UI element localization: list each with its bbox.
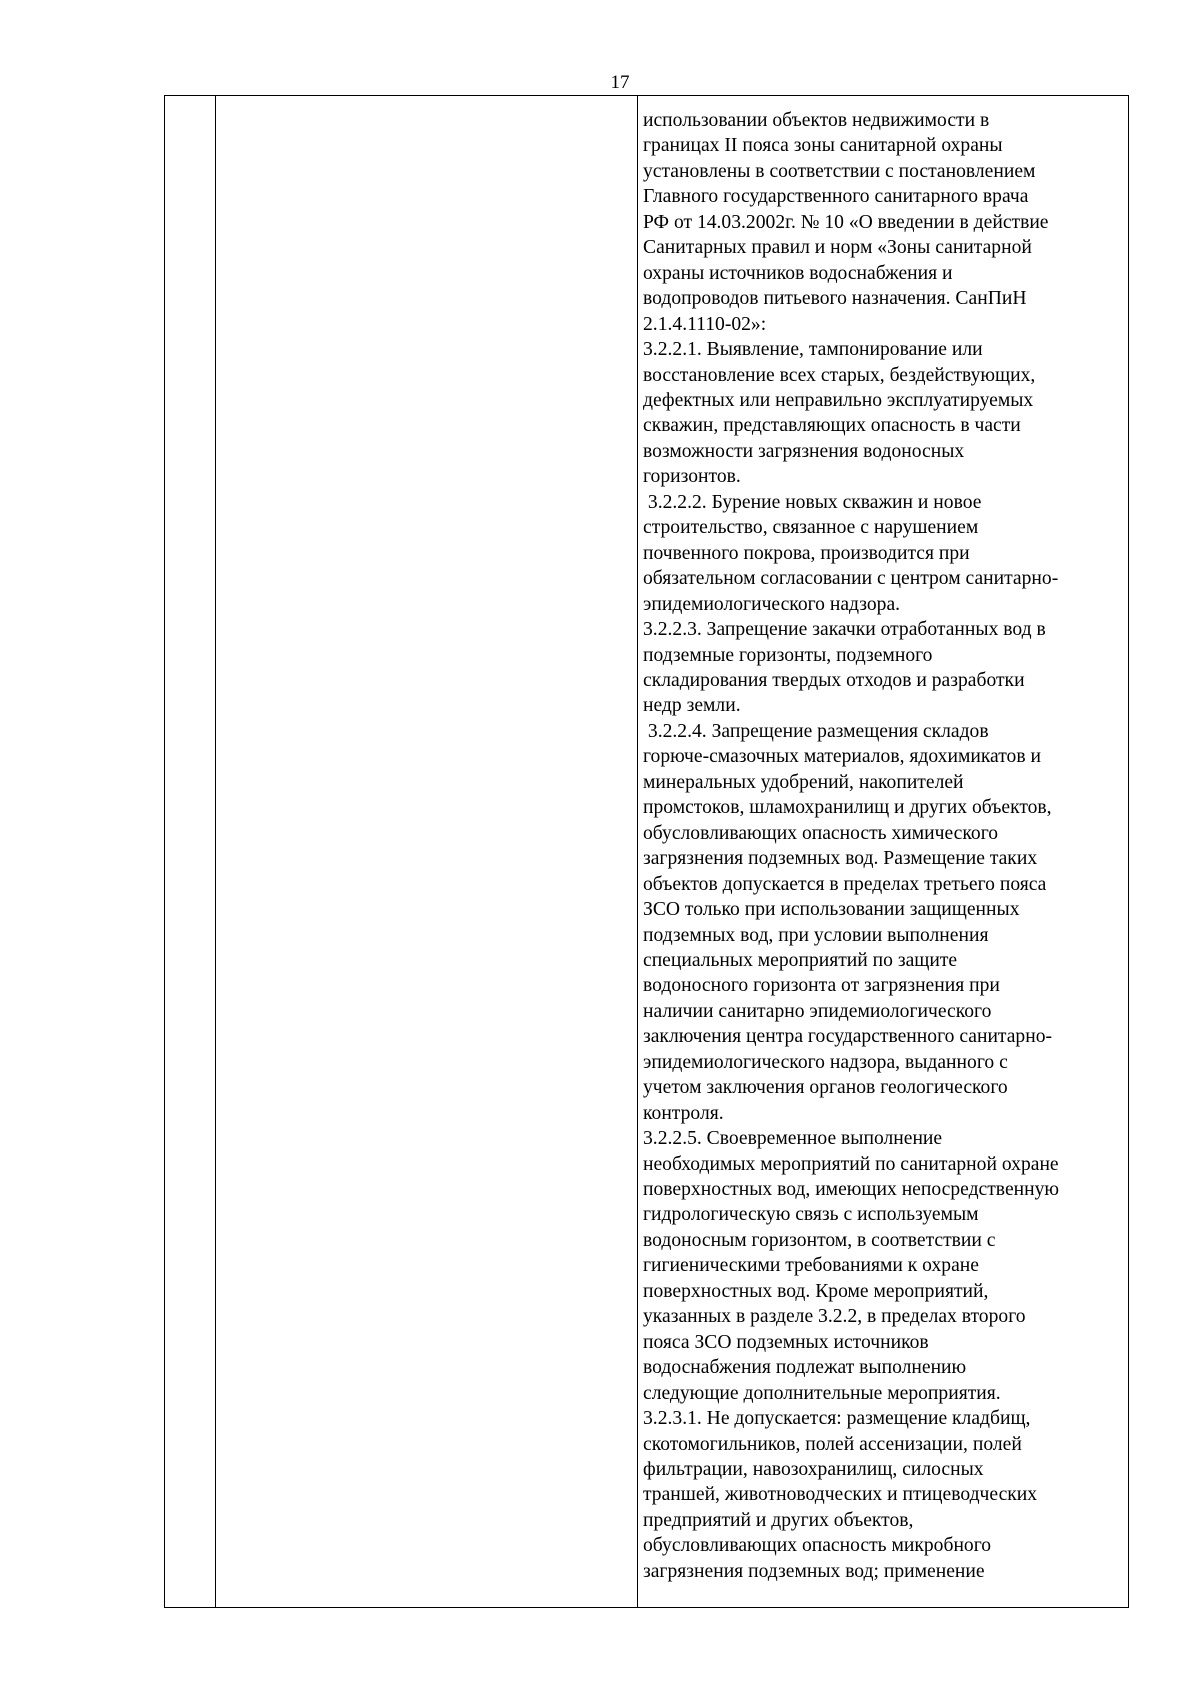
text-line: следующие дополнительные мероприятия. [643,1382,1001,1404]
text-line: границах II пояса зоны санитарной охраны [643,135,1003,157]
text-line: складирования твердых отходов и разработки [643,669,1025,691]
text-line: восстановление всех старых, бездействующих, [643,364,1036,386]
text-line: дефектных или неправильно эксплуатируемых [643,389,1034,411]
text-line: строительство, связанное с нарушением [643,517,979,539]
text-line: использовании объектов недвижимости в [643,110,990,131]
text-line: 3.2.3.1. Не допускается: размещение кладбищ, [643,1408,1031,1430]
table-cell-description [216,96,638,1608]
text-line: эпидемиологического надзора. [643,593,901,615]
page-number: 17 [610,72,630,93]
text-line: возможности загрязнения водоносных [643,440,965,462]
text-line: 2.1.4.1110-02»: [643,313,767,335]
text-line: подземные горизонты, подземного [643,644,933,666]
text-line: Главного государственного санитарного врача [643,186,1029,208]
text-line: обусловливающих опасность химического [643,822,999,844]
text-line: водоснабжения подлежат выполнению [643,1357,967,1379]
text-line: заключения центра государственного санитарно- [643,1026,1053,1048]
table-cell-requirements [638,96,1129,1608]
text-line: указанных в разделе 3.2.2, в пределах второго [643,1306,1026,1328]
regulation-table [164,95,1129,1608]
text-line: 3.2.2.2. Бурение новых скважин и новое [643,491,982,513]
text-line: обусловливающих опасность микробного [643,1535,992,1557]
text-line: 3.2.2.1. Выявление, тампонирование или [643,339,983,361]
text-line: поверхностных вод, имеющих непосредственную [643,1179,1060,1201]
text-line: гигиеническими требованиями к охране [643,1255,979,1277]
text-line: поверхностных вод. Кроме мероприятий, [643,1280,989,1302]
text-line: водоносным горизонтом, в соответствии с [643,1229,996,1251]
text-line: РФ от 14.03.2002г. № 10 «О введении в действие [643,211,1049,233]
text-line: фильтрации, навозохранилищ, силосных [643,1459,984,1481]
text-line: учетом заключения органов геологического [643,1077,1008,1099]
text-line: предприятий и других объектов, [643,1509,914,1531]
text-line: гидрологическую связь с используемым [643,1204,979,1226]
text-line: пояса ЗСО подземных источников [643,1331,929,1353]
text-line: горизонтов. [643,466,741,488]
table-row [165,96,1129,1608]
text-line: эпидемиологического надзора, выданного с [643,1051,1008,1073]
text-line: почвенного покрова, производится при [643,542,970,564]
text-line: объектов допускается в пределах третьего пояса [643,873,1047,895]
text-line: подземных вод, при условии выполнения [643,924,989,946]
text-line: загрязнения подземных вод. Размещение таких [643,848,1038,870]
text-line: промстоков, шламохранилищ и других объектов, [643,797,1052,819]
text-line: наличии санитарно эпидемиологического [643,1000,992,1022]
text-line: водопроводов питьевого назначения. СанПиН [643,288,1027,310]
text-line: водоносного горизонта от загрязнения при [643,975,1000,997]
text-line: скважин, представляющих опасность в части [643,415,1021,437]
text-line: загрязнения подземных вод; применение [643,1560,985,1582]
text-line: необходимых мероприятий по санитарной охране [643,1153,1059,1175]
text-line: установлены в соответствии с постановлением [643,160,1036,182]
text-line: охраны источников водоснабжения и [643,262,953,284]
requirements-text [638,96,1128,1584]
text-line: Санитарных правил и норм «Зоны санитарной [643,237,1032,259]
text-line: 3.2.2.3. Запрещение закачки отработанных вод в [643,619,1046,641]
text-line: контроля. [643,1102,724,1124]
text-line: ЗСО только при использовании защищенных [643,899,1020,921]
text-line: 3.2.2.5. Своевременное выполнение [643,1128,943,1150]
text-line: недр земли. [643,695,741,717]
text-line: горюче-смазочных материалов, ядохимикатов и [643,746,1041,768]
table-cell-number [165,96,216,1608]
text-line: скотомогильников, полей ассенизации, полей [643,1433,1022,1455]
text-line: специальных мероприятий по защите [643,949,958,971]
text-line: обязательном согласовании с центром санитарно- [643,568,1059,590]
text-line: 3.2.2.4. Запрещение размещения складов [643,720,989,742]
text-line: минеральных удобрений, накопителей [643,771,964,793]
text-line: траншей, животноводческих и птицеводческих [643,1484,1038,1506]
